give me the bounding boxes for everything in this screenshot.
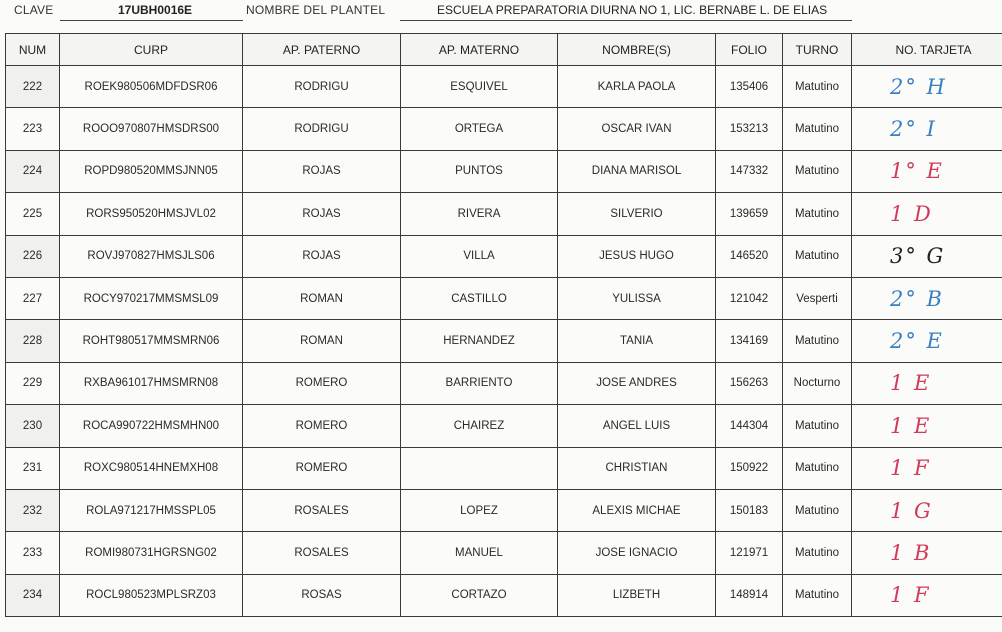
row-ap-paterno: ROMAN [243,320,401,362]
row-ap-materno: CHAIREZ [401,405,558,447]
row-curp: ROPD980520MMSJNN05 [60,150,243,192]
column-header-turno: TURNO [783,34,852,66]
row-folio: 135406 [716,66,783,108]
row-nombres: KARLA PAOLA [558,66,716,108]
row-curp: ROMI980731HGRSNG02 [60,532,243,574]
row-tarjeta-handwritten: 3° G [852,235,1002,277]
row-folio: 134169 [716,320,783,362]
row-ap-paterno: ROSALES [243,489,401,531]
row-turno: Vesperti [783,277,852,319]
row-ap-materno: CORTAZO [401,574,558,616]
row-folio: 150183 [716,489,783,531]
row-ap-materno [401,447,558,489]
column-header-folio: FOLIO [716,34,783,66]
row-num: 226 [6,235,60,277]
row-tarjeta-handwritten: 2° B [852,277,1002,319]
row-ap-materno: VILLA [401,235,558,277]
column-header-ap-paterno: AP. PATERNO [243,34,401,66]
row-nombres: SILVERIO [558,193,716,235]
row-ap-materno: PUNTOS [401,150,558,192]
row-turno: Matutino [783,235,852,277]
row-ap-materno: ESQUIVEL [401,66,558,108]
row-ap-paterno: ROJAS [243,235,401,277]
row-ap-paterno: ROSALES [243,532,401,574]
table-body [6,66,1002,617]
row-curp: ROCL980523MPLSRZ03 [60,574,243,616]
row-folio: 144304 [716,405,783,447]
row-folio: 147332 [716,150,783,192]
row-ap-materno: CASTILLO [401,277,558,319]
row-turno: Matutino [783,574,852,616]
row-tarjeta-handwritten: 2° E [852,320,1002,362]
table-row [6,66,1002,108]
row-curp: ROVJ970827HMSJLS06 [60,235,243,277]
row-num: 230 [6,405,60,447]
row-turno: Matutino [783,150,852,192]
row-nombres: DIANA MARISOL [558,150,716,192]
clave-value: 17UBH0016E [118,3,193,17]
row-ap-paterno: ROJAS [243,150,401,192]
row-turno: Nocturno [783,362,852,404]
row-curp: ROLA971217HMSSPL05 [60,489,243,531]
row-turno: Matutino [783,193,852,235]
row-ap-paterno: RODRIGU [243,66,401,108]
column-header-no-tarjeta: NO. TARJETA [852,34,1002,66]
row-ap-materno: BARRIENTO [401,362,558,404]
row-num: 228 [6,320,60,362]
row-num: 229 [6,362,60,404]
row-tarjeta-handwritten: 1 D [852,193,1002,235]
plantel-label: NOMBRE DEL PLANTEL [246,3,386,17]
row-ap-materno: HERNANDEZ [401,320,558,362]
row-tarjeta-handwritten: 1 E [852,362,1002,404]
row-turno: Matutino [783,447,852,489]
row-ap-materno: RIVERA [401,193,558,235]
row-tarjeta-handwritten: 1 G [852,489,1002,531]
row-curp: RORS950520HMSJVL02 [60,193,243,235]
table-row [6,108,1002,150]
row-turno: Matutino [783,405,852,447]
row-nombres: TANIA [558,320,716,362]
row-folio: 153213 [716,108,783,150]
row-turno: Matutino [783,532,852,574]
row-nombres: JOSE ANDRES [558,362,716,404]
table-row [6,574,1002,616]
table-row [6,235,1002,277]
row-nombres: ANGEL LUIS [558,405,716,447]
row-ap-paterno: ROJAS [243,193,401,235]
table-row [6,320,1002,362]
row-turno: Matutino [783,489,852,531]
row-num: 231 [6,447,60,489]
row-nombres: JESUS HUGO [558,235,716,277]
row-curp: ROXC980514HNEMXH08 [60,447,243,489]
clave-label: CLAVE [14,3,54,17]
row-num: 227 [6,277,60,319]
row-nombres: CHRISTIAN [558,447,716,489]
table-row [6,150,1002,192]
row-ap-paterno: ROSAS [243,574,401,616]
row-tarjeta-handwritten: 2° I [852,108,1002,150]
row-tarjeta-handwritten: 1 F [852,574,1002,616]
column-header-curp: CURP [60,34,243,66]
row-ap-paterno: ROMERO [243,362,401,404]
row-nombres: JOSE IGNACIO [558,532,716,574]
row-ap-paterno: ROMERO [243,447,401,489]
table-row [6,489,1002,531]
row-curp: ROEK980506MDFDSR06 [60,66,243,108]
row-folio: 148914 [716,574,783,616]
row-curp: ROHT980517MMSMRN06 [60,320,243,362]
row-turno: Matutino [783,66,852,108]
row-num: 234 [6,574,60,616]
row-num: 233 [6,532,60,574]
row-curp: ROCY970217MMSMSL09 [60,277,243,319]
column-header-ap-materno: AP. MATERNO [401,34,558,66]
row-num: 225 [6,193,60,235]
row-folio: 139659 [716,193,783,235]
row-turno: Matutino [783,108,852,150]
row-tarjeta-handwritten: 1 E [852,405,1002,447]
row-folio: 146520 [716,235,783,277]
row-folio: 150922 [716,447,783,489]
table-row [6,362,1002,404]
plantel-value: ESCUELA PREPARATORIA DIURNA NO 1, LIC. BERNABE L. DE ELIAS [437,3,828,17]
clave-underline [60,20,243,21]
table-row [6,532,1002,574]
row-ap-paterno: RODRIGU [243,108,401,150]
row-tarjeta-handwritten: 2° H [852,66,1002,108]
row-num: 232 [6,489,60,531]
column-header-nombres: NOMBRE(S) [558,34,716,66]
row-curp: ROOO970807HMSDRS00 [60,108,243,150]
row-folio: 156263 [716,362,783,404]
row-folio: 121042 [716,277,783,319]
table-row [6,447,1002,489]
row-nombres: ALEXIS MICHAE [558,489,716,531]
row-curp: RXBA961017HMSMRN08 [60,362,243,404]
document-header [0,0,1002,30]
table-row [6,405,1002,447]
row-num: 223 [6,108,60,150]
row-ap-materno: MANUEL [401,532,558,574]
row-turno: Matutino [783,320,852,362]
row-tarjeta-handwritten: 1 B [852,532,1002,574]
row-nombres: OSCAR IVAN [558,108,716,150]
column-header-num: NUM [6,34,60,66]
row-ap-materno: ORTEGA [401,108,558,150]
table-row [6,277,1002,319]
row-curp: ROCA990722HMSMHN00 [60,405,243,447]
row-num: 224 [6,150,60,192]
plantel-underline [400,20,852,21]
row-tarjeta-handwritten: 1 F [852,447,1002,489]
row-num: 222 [6,66,60,108]
table-row [6,193,1002,235]
row-tarjeta-handwritten: 1° E [852,150,1002,192]
row-nombres: LIZBETH [558,574,716,616]
row-folio: 121971 [716,532,783,574]
row-ap-paterno: ROMERO [243,405,401,447]
table-header-row [6,34,1002,66]
row-ap-materno: LOPEZ [401,489,558,531]
student-roster-table [5,33,1002,617]
row-nombres: YULISSA [558,277,716,319]
row-ap-paterno: ROMAN [243,277,401,319]
